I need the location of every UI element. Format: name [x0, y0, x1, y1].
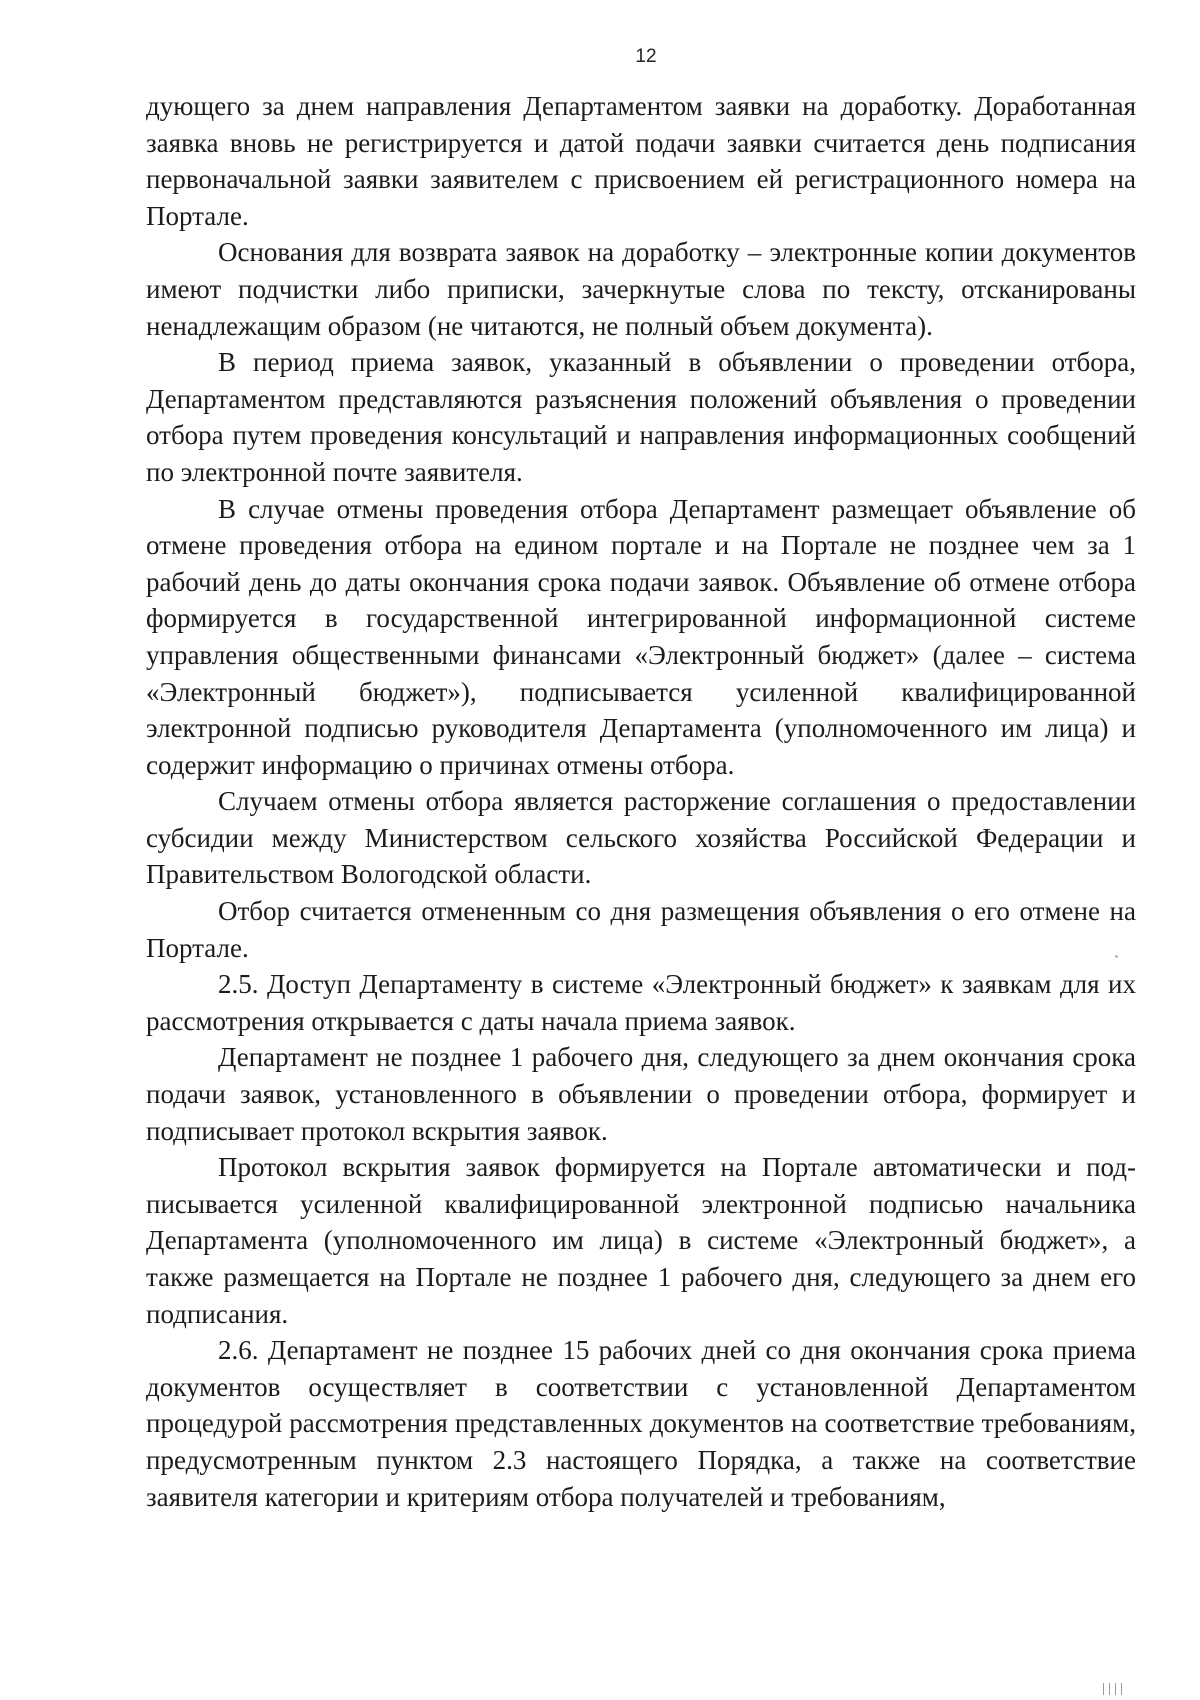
paragraph-cancellation-announcement: В случае отмены проведения отбора Департамент размещает объявление об отмене проведения отбора на едином портале и на Портале не позднее чем за 1 рабочий день до даты окончания срока подачи заявок. Объявление об отмене отбора формируется в государственной интегрированной информационной системе управления общественными финансами «Электронный бюджет» (далее – система «Электронный бюджет»), подписывается усиленной квалифицированной электронной подписью руководителя Департамента (уполномоченного им лица) и содержит информацию о причинах отмены отбора. [146, 493, 1136, 780]
paragraph-cancellation-case: Случаем отмены отбора является расторжение соглашения о предоставлении субсидии между Министерством сельского хозяйства Российской Федерации и Правительством Вологодской области. [146, 786, 1136, 890]
scan-artifact-marks [1103, 1682, 1163, 1696]
scan-artifact-dot [1115, 955, 1118, 958]
document-body [146, 88, 1136, 1515]
paragraph-consultations: В период приема заявок, указанный в объявлении о проведении отбора, Департаментом представляются разъяснения положений объявления о проведении отбора путем проведения консультаций и направления информационных сообщений по электронной почте заявителя. [146, 347, 1136, 487]
page-number: 12 [635, 46, 657, 67]
paragraph-continuation: дующего за днем направления Департаментом заявки на доработку. Доработанная заявка вновь не регистрируется и датой подачи заявки считается день подписания первоначальной заявки заявителем с присвоением ей регистрационного номера на Портале. [146, 91, 1136, 231]
paragraph-2-5-access: 2.5. Доступ Департаменту в системе «Электронный бюджет» к заявкам для их рассмотрения открывается с даты начала приема заявок. [146, 969, 1136, 1036]
paragraph-2-6-review: 2.6. Департамент не позднее 15 рабочих дней со дня окончания срока приема документов осуществляет в соответствии с установленной Департаментом процедурой рассмотрения представленных документов на соответствие требованиям, предусмотренным пунктом 2.3 настоящего Порядка, а также на соответствие заявителя категории и критериям отбора получателей и требованиям, [146, 1335, 1136, 1512]
paragraph-cancellation-date: Отбор считается отмененным со дня размещения объявления о его отмене на Портале. [146, 896, 1136, 963]
paragraph-opening-protocol: Департамент не позднее 1 рабочего дня, следующего за днем окончания срока подачи заявок, установленного в объявлении о проведении отбора, формирует и подписывает протокол вскрытия заявок. [146, 1042, 1136, 1146]
paragraph-protocol-signing: Протокол вскрытия заявок формируется на Портале автоматически и подписывается усиленной квалифицированной электронной подписью начальника Департамента (уполномоченного им лица) в системе «Электронный бюджет», а также размещается на Портале не позднее 1 рабочего дня, следующего за днем его подписания. [146, 1152, 1136, 1329]
paragraph-return-grounds: Основания для возврата заявок на доработку – электронные копии документов имеют подчистки либо приписки, зачеркнутые слова по тексту, отсканированы ненадлежащим образом (не читаются, не полный объем документа). [146, 237, 1136, 341]
